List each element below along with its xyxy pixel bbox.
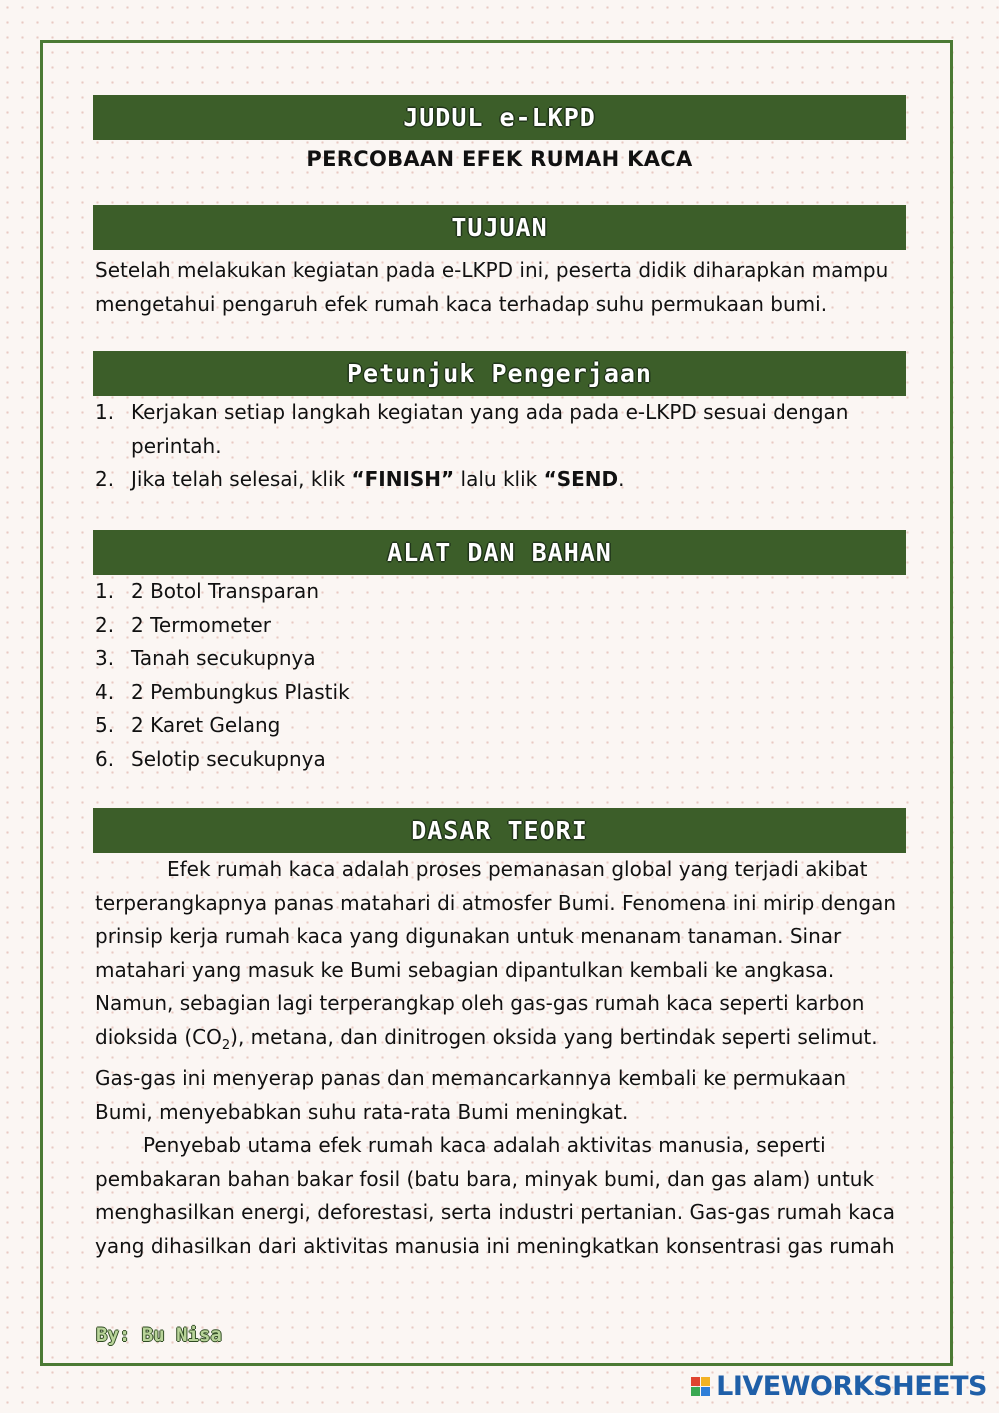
- tujuan-text: Setelah melakukan kegiatan pada e-LKPD ini, peserta didik diharapkan mampu mengetahui pengaruh efek rumah kaca terhadap suhu permukaan bumi.: [95, 258, 889, 316]
- list-item: [93, 609, 906, 643]
- send-label: “SEND: [543, 467, 619, 491]
- judul-section: [93, 95, 906, 171]
- tujuan-band-label: TUJUAN: [451, 213, 548, 242]
- list-number: 3.: [95, 646, 115, 670]
- list-text: Selotip secukupnya: [131, 746, 326, 771]
- alat-section: [93, 530, 906, 776]
- dasar-band-label: DASAR TEORI: [411, 816, 588, 845]
- dasar-section: [93, 808, 906, 1263]
- list-text: 2 Botol Transparan: [131, 579, 319, 603]
- tujuan-band: [93, 205, 906, 250]
- dasar-paragraph-1: [95, 853, 904, 1129]
- liveworksheets-brand[interactable]: [691, 1371, 987, 1402]
- liveworksheets-logo-icon: [691, 1377, 710, 1396]
- list-number: 6.: [95, 746, 115, 771]
- text-part: lalu klik: [454, 467, 544, 491]
- tujuan-section: [93, 205, 906, 321]
- dasar-paragraph-2: [95, 1129, 904, 1263]
- text-part: Jika telah selesai, klik: [131, 467, 352, 491]
- list-item: [93, 709, 906, 743]
- list-text: 2 Termometer: [131, 612, 271, 637]
- list-text: 2 Pembungkus Plastik: [131, 679, 350, 704]
- list-item: [93, 575, 906, 609]
- alat-band: [93, 530, 906, 575]
- page-title: PERCOBAAN EFEK RUMAH KACA: [306, 147, 693, 171]
- petunjuk-section: [93, 351, 906, 497]
- petunjuk-band-label: Petunjuk Pengerjaan: [347, 359, 652, 388]
- judul-band-label: JUDUL e-LKPD: [403, 103, 596, 132]
- brand-text: LIVEWORKSHEETS: [716, 1371, 987, 1402]
- list-item: [93, 396, 906, 463]
- petunjuk-list: [93, 396, 906, 497]
- subscript: 2: [221, 1037, 231, 1053]
- list-text: 2 Karet Gelang: [131, 713, 281, 737]
- list-number: 4.: [95, 679, 115, 704]
- list-item: [93, 676, 906, 710]
- list-text: Kerjakan setiap langkah kegiatan yang ada pada e-LKPD sesuai dengan perintah.: [131, 400, 849, 458]
- list-number: 1.: [95, 400, 115, 424]
- list-number: 2.: [95, 467, 115, 491]
- alat-band-label: ALAT DAN BAHAN: [387, 538, 612, 567]
- finish-label: “FINISH”: [351, 467, 455, 491]
- author-credit: By: Bu Nisa: [96, 1324, 222, 1346]
- petunjuk-band: [93, 351, 906, 396]
- list-text: [131, 463, 625, 497]
- list-number: 2.: [95, 612, 115, 637]
- text-part: Penyebab utama efek rumah kaca adalah aktivitas manusia, seperti pembakaran bahan bakar fosil (batu bara, minyak bumi, dan gas alam) untuk menghasilkan energi, deforestasi, serta industri pertanian. Gas-gas rumah kaca yang dihasilkan dari aktivitas manusia ini meningkatkan konsentrasi gas rumah: [95, 1133, 895, 1258]
- text-part: ), metana, dan dinitrogen oksida yang bertindak seperti selimut. Gas-gas ini menyerap panas dan memancarkannya kembali ke permukaan Bumi, menyebabkan suhu rata-rata Bumi meningkat.: [95, 1024, 878, 1124]
- text-part: .: [618, 467, 625, 491]
- list-item: [93, 642, 906, 676]
- list-item: [93, 743, 906, 777]
- list-text: Tanah secukupnya: [131, 646, 316, 670]
- list-item: [93, 463, 906, 497]
- list-number: 1.: [95, 579, 115, 603]
- dasar-band: [93, 808, 906, 853]
- list-number: 5.: [95, 713, 115, 737]
- text-part: Efek rumah kaca adalah proses pemanasan global yang terjadi akibat terperangkapnya panas matahari di atmosfer Bumi. Fenomena ini mirip dengan prinsip kerja rumah kaca yang digunakan untuk menanam tanaman. Sinar matahari yang masuk ke Bumi sebagian dipantulkan kembali ke angkasa. Namun, sebagian lagi terperangkap oleh gas-gas rumah kaca seperti karbon dioksida (CO: [95, 857, 897, 1049]
- judul-band: [93, 95, 906, 140]
- alat-list: [93, 575, 906, 776]
